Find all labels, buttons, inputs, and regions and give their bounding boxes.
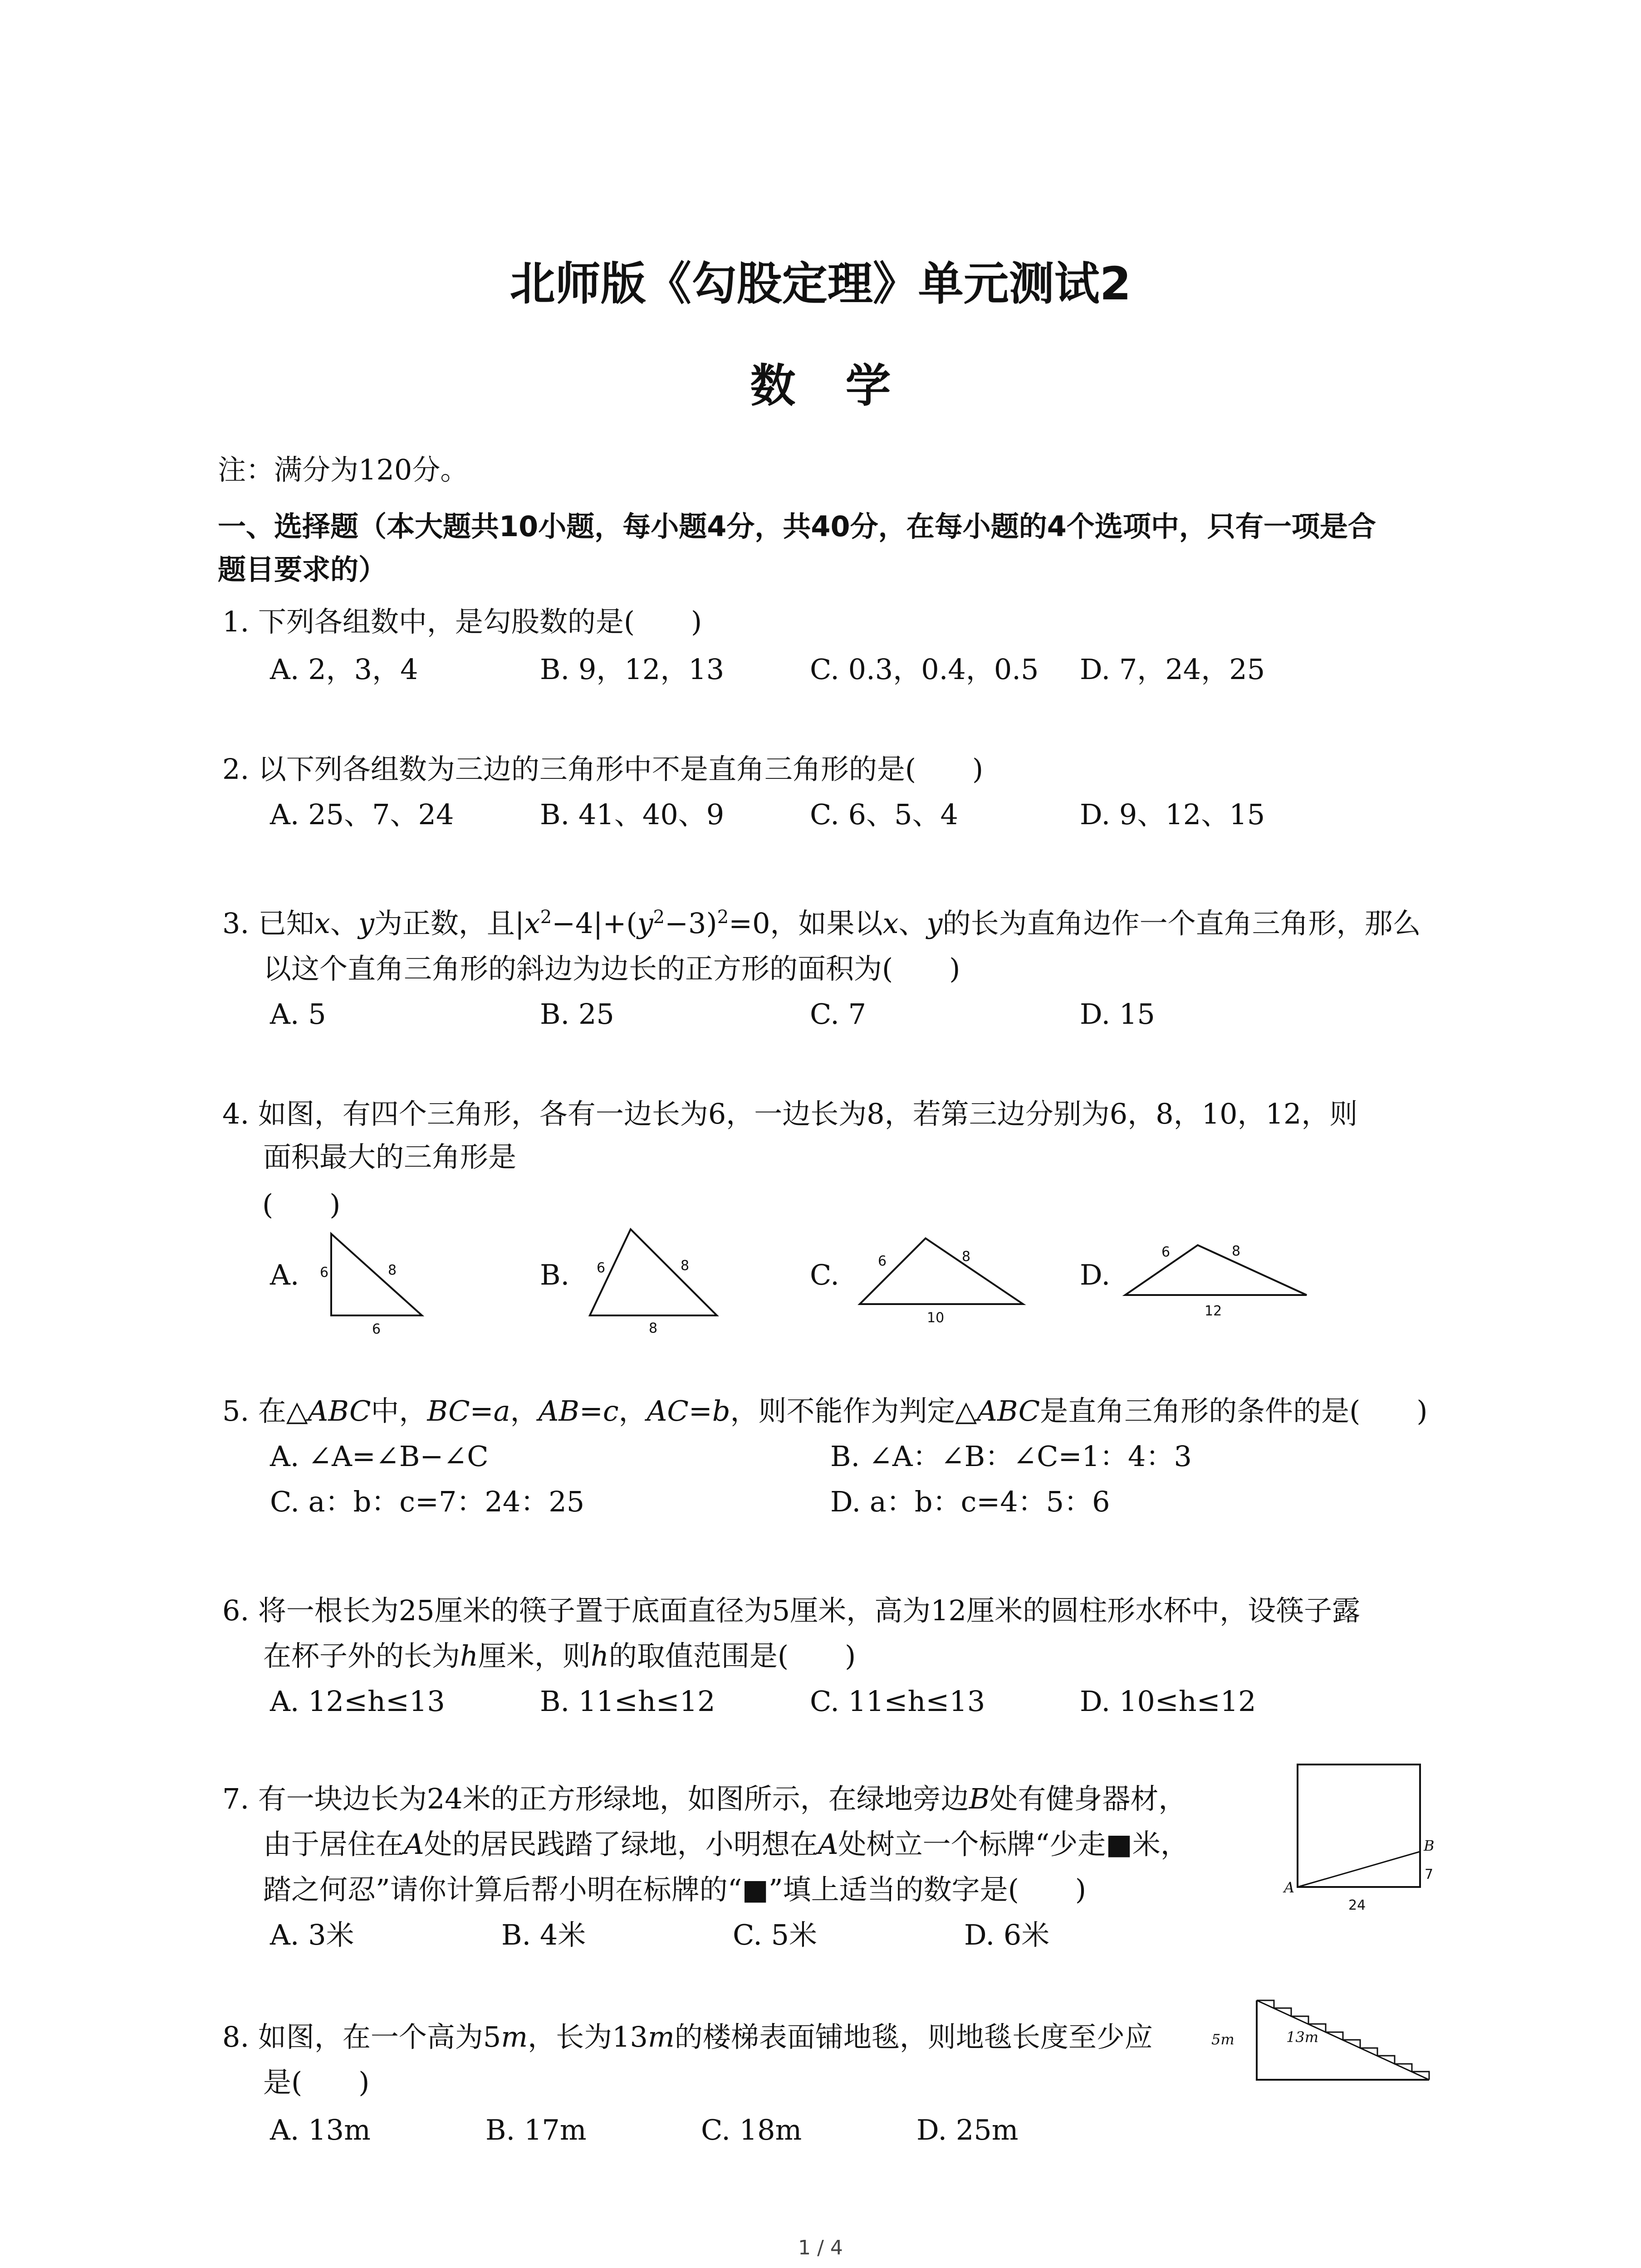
subject-title: 数学 [750,359,941,412]
q8-figure [1207,1991,1443,2091]
side-label: 8 [388,1262,397,1278]
q7-option-d: D. 6米 [964,1918,1050,1951]
length-label: 13m [1286,2028,1319,2046]
q7-option-b: B. 4米 [501,1918,586,1951]
side-label: 8 [681,1258,690,1274]
q8-text: 8. 如图，在一个高为5 [222,2020,501,2053]
q5-var: c [603,1394,619,1427]
q7-text: 处的居民践踏了绿地，小明想在 [424,1828,818,1861]
q8-var: m [501,2020,528,2053]
q7-var: A [818,1828,838,1861]
q3-text: −4|+( [552,907,637,940]
q5-var: ABC [977,1394,1040,1427]
q2-stem: 2. 以下列各组数为三边的三角形中不是直角三角形的是( ) [222,753,984,786]
side-label: 6 [372,1321,381,1337]
q5-text: 是直角三角形的条件的是( ) [1040,1394,1428,1427]
q3-text: 的长为直角边作一个直角三角形，那么 [942,907,1421,940]
q3-option-d: D. 15 [1080,997,1155,1031]
triangle-c [860,1238,1023,1304]
q5-option-a: A. ∠A=∠B−∠C [270,1440,489,1473]
side-label: 8 [649,1320,658,1336]
q4-figure-d [1121,1234,1316,1325]
q3-var: y [358,907,374,940]
q5-text: ， [510,1394,539,1427]
q8-option-d: D. 25m [916,2113,1019,2146]
side-label: 6 [1161,1244,1171,1260]
side-label: 10 [927,1310,945,1326]
q6-text: 厘米，则 [478,1639,591,1672]
side-label: 6 [878,1253,887,1269]
q4-figure-a [318,1225,436,1343]
side-label: 6 [597,1260,606,1276]
q5-option-c: C. a：b：c=7：24：25 [270,1485,585,1518]
side-label: 8 [962,1249,971,1265]
document-title: 北师版《勾股定理》单元测试2 [509,257,1132,310]
q7-stem-line2 [263,1828,1189,1861]
side-length-label: 7 [1425,1867,1434,1882]
q3-exponent: 2 [653,907,665,928]
q3-var: x [524,907,540,940]
q1-option-c: C. 0.3，0.4，0.5 [810,653,1039,686]
point-b-label: B [1424,1837,1435,1854]
q3-stem-line2: 以这个直角三角形的斜边为边长的正方形的面积为( ) [263,952,960,985]
page-number: 1 / 4 [798,2236,843,2259]
q8-text: ，长为13 [528,2020,648,2053]
q8-option-c: C. 18m [701,2113,802,2146]
q5-option-b: B. ∠A：∠B：∠C=1：4：3 [830,1440,1192,1473]
q5-var: BC [427,1394,470,1427]
q7-var: A [404,1828,424,1861]
q3-option-c: C. 7 [810,997,867,1031]
q5-var: ABC [308,1394,371,1427]
section-heading-line1: 一、选择题（本大题共10小题，每小题4分，共40分，在每小题的4个选项中，只有一项是合 [218,510,1376,543]
q5-var: AC [647,1394,689,1427]
q4-option-a: A. [270,1258,299,1291]
q3-text: 、 [898,907,927,940]
q8-stem-line1 [222,2020,1153,2053]
q3-option-a: A. 5 [270,997,326,1031]
q3-text: =0，如果以 [729,907,883,940]
q6-option-d: D. 10≤h≤12 [1080,1685,1256,1718]
q7-figure [1279,1760,1443,1928]
q7-text: 处树立一个标牌“少走■米， [838,1828,1189,1861]
q8-stem-line2: 是( ) [263,2066,370,2099]
side-label: 8 [1232,1243,1241,1259]
q4-option-d: D. [1080,1258,1111,1291]
q7-text: 处有健身器材， [989,1782,1187,1815]
q8-var: m [648,2020,675,2053]
q1-option-a: A. 2，3，4 [270,653,418,686]
q5-text: ，则不能作为判定△ [730,1394,977,1427]
q5-text: 中， [371,1394,427,1427]
q6-text: 在杯子外的长为 [263,1639,460,1672]
q1-option-b: B. 9，12，13 [540,653,725,686]
diagonal-path [1298,1852,1420,1887]
q4-option-b: B. [540,1258,570,1291]
q6-var: h [460,1639,478,1672]
q7-option-a: A. 3米 [270,1918,354,1951]
side-label: 6 [320,1265,329,1281]
q3-var: x [882,907,899,940]
q3-var: y [926,907,943,940]
q6-option-a: A. 12≤h≤13 [270,1685,445,1718]
q5-var: AB [538,1394,579,1427]
q5-var: b [712,1394,730,1427]
q2-option-c: C. 6、5、4 [810,798,958,831]
bottom-length-label: 24 [1348,1897,1366,1913]
q5-option-d: D. a：b：c=4：5：6 [830,1485,1110,1518]
q3-text: 为正数，且| [374,907,524,940]
q6-var: h [590,1639,609,1672]
q4-figure-b [585,1220,730,1338]
score-note: 注：满分为120分。 [218,453,469,486]
q5-text: = [579,1394,603,1427]
q6-option-c: C. 11≤h≤13 [810,1685,985,1718]
triangle-b [590,1229,717,1315]
q7-option-c: C. 5米 [733,1918,818,1951]
q2-option-a: A. 25、7、24 [270,798,454,831]
q5-text: = [470,1394,494,1427]
q2-option-b: B. 41、40、9 [540,798,725,831]
q6-stem-line2 [263,1639,856,1672]
q6-stem-line1: 6. 将一根长为25厘米的筷子置于底面直径为5厘米，高为12厘米的圆柱形水杯中，设筷子露 [222,1594,1361,1627]
q6-option-b: B. 11≤h≤12 [540,1685,715,1718]
q3-stem-line1 [222,909,1421,938]
q8-option-a: A. 13m [270,2113,371,2146]
side-label: 12 [1205,1303,1222,1319]
q5-text: ， [618,1394,647,1427]
q3-exponent: 2 [540,907,552,928]
point-a-label: A [1284,1879,1295,1896]
q1-stem: 1. 下列各组数中，是勾股数的是( ) [222,605,702,638]
q5-text: = [688,1394,712,1427]
q4-stem-line3: ( ) [262,1188,341,1221]
q3-exponent: 2 [717,907,729,928]
triangle-d [1125,1245,1307,1295]
q3-var: x [314,907,330,940]
q6-text: 的取值范围是( ) [608,1639,856,1672]
q8-text: 的楼梯表面铺地毯，则地毯长度至少应 [674,2020,1153,2053]
height-label: 5m [1211,2031,1234,2048]
q7-stem-line3: 踏之何忍”请你计算后帮小明在标牌的“■”填上适当的数字是( ) [263,1873,1087,1906]
q3-text: 、 [330,907,358,940]
q4-stem-line2: 面积最大的三角形是 [263,1140,517,1173]
q5-var: a [493,1394,510,1427]
q7-stem-line1 [222,1782,1187,1815]
q3-option-b: B. 25 [540,997,614,1031]
q4-figure-c [853,1225,1034,1334]
q3-var: y [637,907,653,940]
q8-option-b: B. 17m [485,2113,587,2146]
q7-var: B [969,1782,990,1815]
q4-option-c: C. [810,1258,839,1291]
section-heading-line2: 题目要求的） [218,553,387,586]
q7-text: 由于居住在 [263,1828,404,1861]
triangle-a [331,1234,422,1315]
q5-stem [222,1394,1428,1427]
q1-option-d: D. 7，24，25 [1080,653,1265,686]
q3-text: −3) [665,907,717,940]
q4-stem-line1: 4. 如图，有四个三角形，各有一边长为6，一边长为8，若第三边分别为6，8，10，12，则 [222,1097,1358,1130]
q3-text: 3. 已知 [222,907,314,940]
q7-text: 7. 有一块边长为24米的正方形绿地，如图所示，在绿地旁边 [222,1782,969,1815]
q5-text: 5. 在△ [222,1394,308,1427]
q2-option-d: D. 9、12、15 [1080,798,1265,831]
